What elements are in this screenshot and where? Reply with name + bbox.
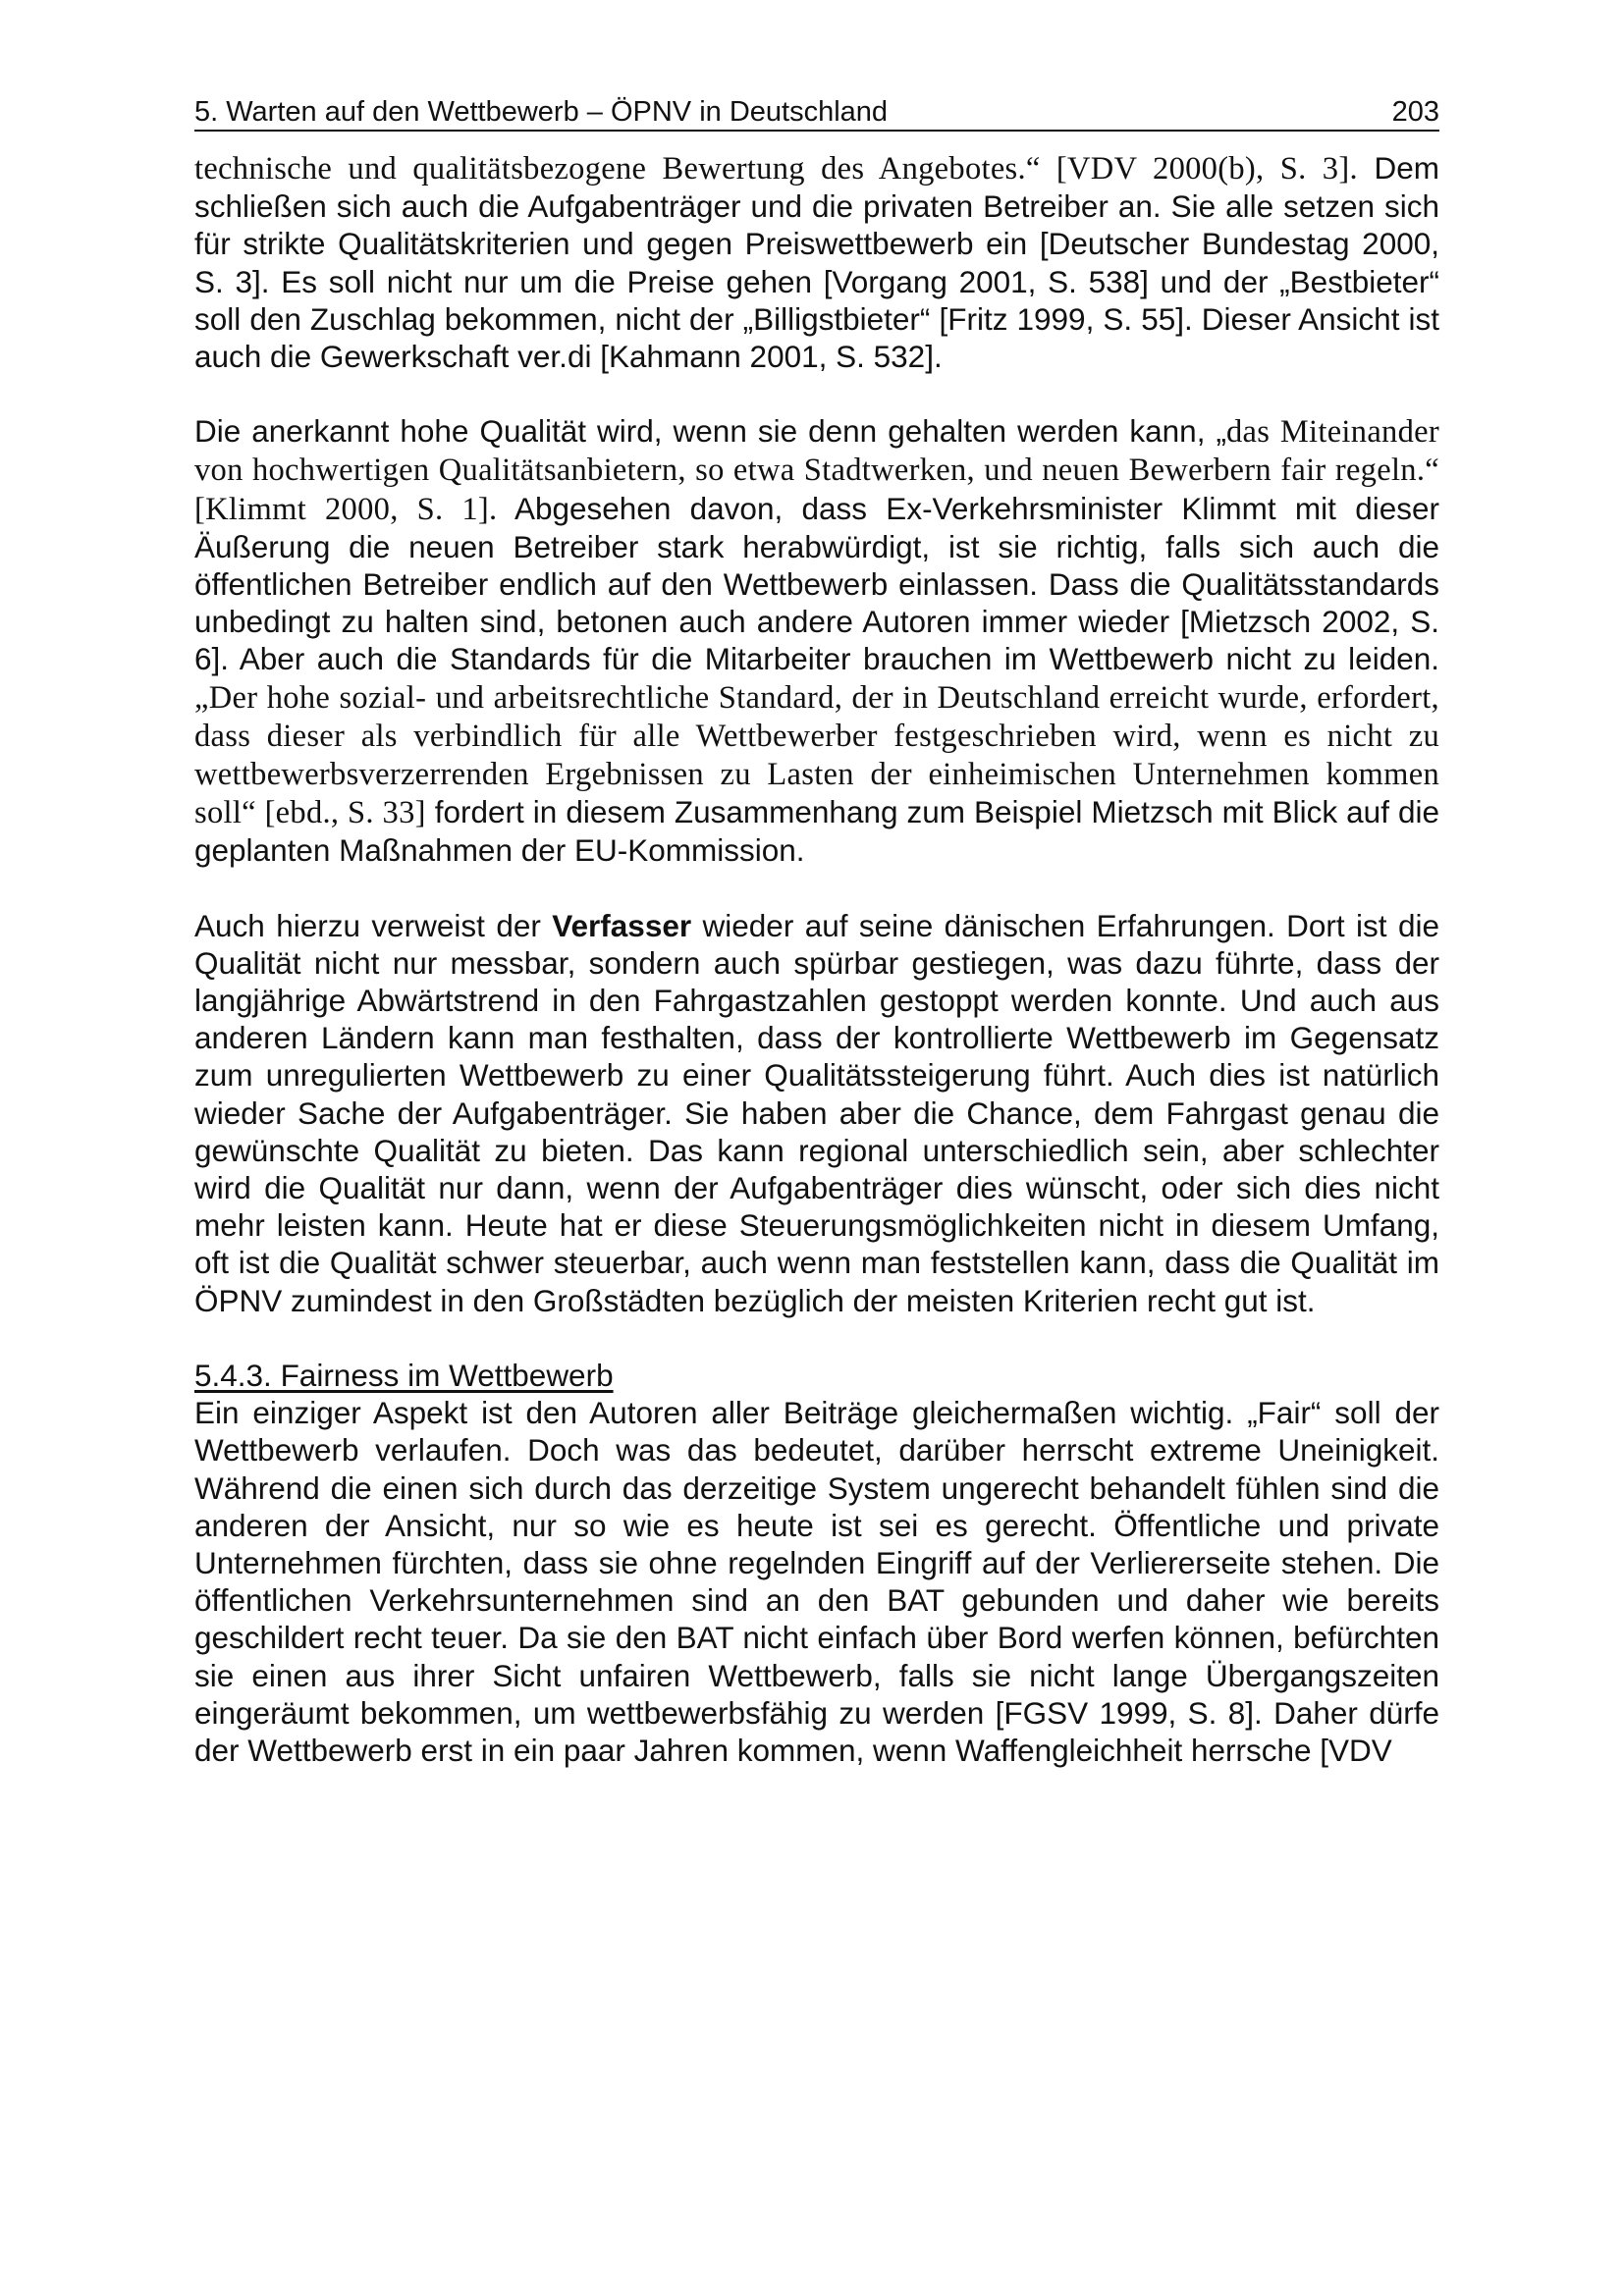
paragraph-text: fordert in diesem Zusammenhang zum Beispiel Mietzsch mit Blick auf die geplanten Maßnahmen der EU-Kommission. [194, 794, 1439, 869]
paragraph-4: Ein einziger Aspekt ist den Autoren aller Beiträge gleichermaßen wichtig. „Fair“ soll der Wettbewerb verlaufen. Doch was das bedeutet, darüber herrscht extreme Uneinigkeit. Während die einen sich durch das derzeitige System ungerecht behandelt fühlen sind die anderen der Ansicht, nur so wie es heute ist sei es gerecht. Öffentliche und private Unternehmen fürchten, dass sie ohne regelnden Eingriff auf der Verliererseite stehen. Die öffentlichen Verkehrsunternehmen sind an den BAT gebunden und daher wie bereits geschildert recht teuer. Da sie den BAT nicht einfach über Bord werfen können, befürchten sie einen aus ihrer Sicht unfairen Wettbewerb, falls sie nicht lange Übergangszeiten eingeräumt bekommen, um wettbewerbsfähig zu werden [FGSV 1999, S. 8]. Daher dürfe der Wettbewerb erst in ein paar Jahren kommen, wenn Waffengleichheit herrsche [VDV [194, 1395, 1439, 1768]
paragraph-1 [194, 149, 1439, 375]
running-header [194, 94, 1439, 132]
section-heading: 5.4.3. Fairness im Wettbewerb [194, 1357, 614, 1393]
paragraph-text: Die anerkannt hohe Qualität wird, wenn sie denn gehalten werden kann, „ [194, 413, 1226, 450]
paragraph-3 [194, 907, 1439, 1319]
paragraph-text: wieder auf seine dänischen Erfahrungen. Dort ist die Qualität nicht nur messbar, sondern auch spürbar gestiegen, was dazu führte, dass der langjährige Abwärtstrend in den Fahrgastzahlen gestoppt werden konnte. Und auch aus anderen Ländern kann man festhalten, dass der kontrollierte Wettbewerb im Gegensatz zum unregulierten Wettbewerb zu einer Qualitätssteigerung führt. Auch dies ist natürlich wieder Sache der Aufgabenträger. Sie haben aber die Chance, dem Fahrgast genau die gewünschte Qualität zu bieten. Das kann regional unterschiedlich sein, aber schlechter wird die Qualität nur dann, wenn der Aufgabenträger dies wünscht, oder sich dies nicht mehr leisten kann. Heute hat er diese Steuerungsmöglichkeiten nicht in diesem Umfang, oft ist die Qualität schwer steuerbar, auch wenn man feststellen kann, dass die Qualität im ÖPNV zumindest in den Großstädten bezüglich der meisten Kriterien recht gut ist. [194, 907, 1439, 1318]
body-text [194, 149, 1439, 1769]
paragraph-2 [194, 412, 1439, 869]
paragraph-text: Auch hierzu verweist der [194, 907, 553, 943]
quotation: das Miteinander von hochwertigen Qualitätsanbietern, so etwa Stadtwerken, und neuen Bewerbern fair regeln.“ [Klimmt 2000, S. 1]. [194, 414, 1439, 527]
quotation: technische und qualitätsbezogene Bewertung des Angebotes.“ [VDV 2000(b), S. 3]. [194, 151, 1358, 187]
paragraph-text: Abgesehen davon, dass Ex-Verkehrsminister Klimmt mit dieser Äußerung die neuen Betreiber stark herabwürdigt, ist sie richtig, falls sich auch die öffentlichen Betreiber endlich auf den Wettbewerb einlassen. Dass die Qualitätsstandards unbedingt zu halten sind, betonen auch andere Autoren immer wieder [Mietzsch 2002, S. 6]. Aber auch die Standards für die Mitarbeiter brauchen im Wettbewerb nicht zu leiden. [194, 490, 1439, 677]
chapter-title: 5. Warten auf den Wettbewerb – ÖPNV in Deutschland [194, 96, 889, 128]
paragraph-text: Dem schließen sich auch die Aufgabenträger und die privaten Betreiber an. Sie alle setzen sich für strikte Qualitätskriterien und gegen Preiswettbewerb ein [Deutscher Bundestag 2000, S. 3]. Es soll nicht nur um die Preise gehen [Vorgang 2001, S. 538] und der „Bestbieter“ soll den Zuschlag bekommen, nicht der „Billigstbieter“ [Fritz 1999, S. 55]. Dieser Ansicht ist auch die Gewerkschaft ver.di [Kahmann 2001, S. 532]. [194, 150, 1439, 375]
document-page [194, 94, 1439, 1769]
page-number: 203 [1391, 96, 1439, 128]
quotation: „Der hohe sozial- und arbeitsrechtliche Standard, der in Deutschland erreicht wurde, erfordert, dass dieser als verbindlich für alle Wettbewerber festgeschrieben wird, wenn es nicht zu wettbewerbsverzerrenden Ergebnissen zu Lasten der einheimischen Unternehmen kommen soll“ [ebd., S. 33] [194, 679, 1439, 831]
emphasized-word: Verfasser [552, 907, 692, 943]
